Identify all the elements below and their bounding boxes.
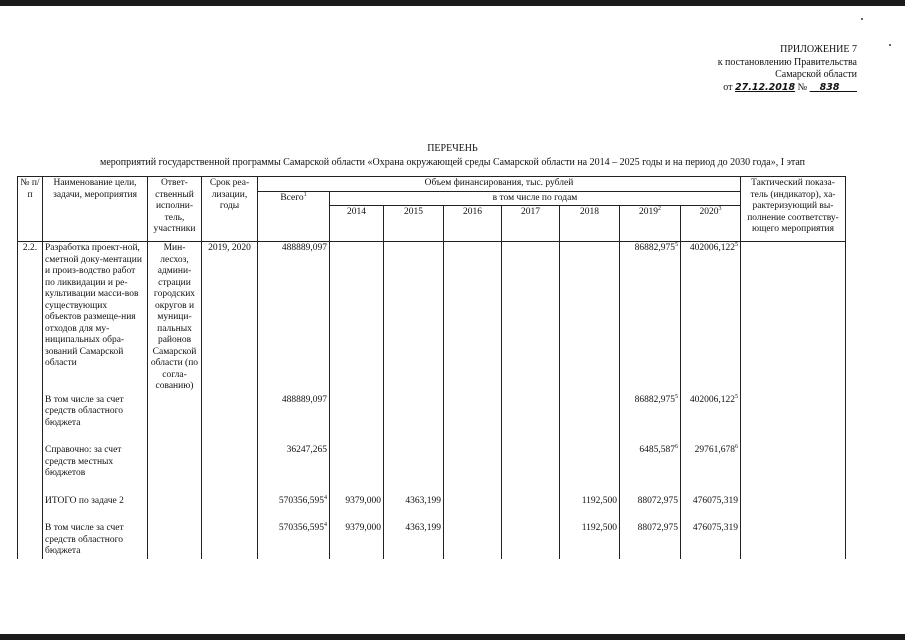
header-funding: Объем финансирования, тыс. рублей	[258, 177, 741, 192]
row-num: 2.2.	[18, 242, 43, 394]
cell-2014	[330, 394, 384, 431]
row-name: В том числе за счет средств областного бюджета	[43, 394, 148, 431]
cell-2017	[502, 394, 560, 431]
cell-2018	[560, 242, 620, 394]
cell-2017	[502, 242, 560, 394]
cell-total: 570356,595$^4$	[258, 522, 330, 559]
number-label: №	[797, 81, 808, 93]
cell-2020: 476075,319	[681, 495, 741, 509]
handwritten-date: 27.12.2018	[735, 81, 796, 93]
appendix-date-line	[718, 82, 857, 95]
header-year-2014: 2014	[330, 206, 384, 242]
appendix-title: ПРИЛОЖЕНИЕ 7	[780, 44, 857, 55]
cell-2019: 86882,975$^5$	[620, 394, 681, 431]
header-num: № п/п	[18, 177, 43, 242]
header-year-2018: 2018	[560, 206, 620, 242]
cell-2020: 402006,122$^5$	[681, 394, 741, 431]
cell-2014: 9379,000	[330, 495, 384, 509]
scan-bottom-border	[0, 634, 905, 640]
row-name: Разработка проект-ной, сметной доку-ментации и произ-водство работ по ликвидации и ре-культивации масси-вов существующих объектов размеще-ния отходов для му-ниципальных обра-зований Самарской области	[43, 242, 148, 394]
row-name: В том числе за счет средств областного бюджета	[43, 522, 148, 559]
table-row	[18, 394, 846, 431]
cell-2015: 4363,199	[384, 522, 444, 559]
header-by-years: в том числе по годам	[330, 191, 741, 206]
cell-indicator	[741, 242, 846, 394]
appendix-block	[718, 44, 857, 94]
row-executor: Мин-лесхоз, админи-страции городских округов и муници-пальных районов Самарской области (по согла-сованию)	[148, 242, 202, 394]
cell-2016	[444, 522, 502, 559]
header-year-2016: 2016	[444, 206, 502, 242]
header-total: Всего$^1$	[258, 191, 330, 242]
table-row	[18, 242, 846, 394]
handwritten-number: 838	[819, 81, 840, 93]
cell-2016	[444, 495, 502, 509]
cell-total: 570356,595$^4$	[258, 495, 330, 509]
cell-2015	[384, 444, 444, 481]
cell-total: 488889,097	[258, 394, 330, 431]
cell-2020: 29761,678$^6$	[681, 444, 741, 481]
header-year-2017: 2017	[502, 206, 560, 242]
cell-2015	[384, 394, 444, 431]
header-year-2019: 2019$^2$	[620, 206, 681, 242]
appendix-line-1: к постановлению Правительства	[717, 56, 857, 68]
row-period: 2019, 2020	[202, 242, 258, 394]
cell-2016	[444, 242, 502, 394]
header-year-2015: 2015	[384, 206, 444, 242]
row-name: ИТОГО по задаче 2	[43, 495, 148, 509]
cell-2019: 6485,587$^6$	[620, 444, 681, 481]
header-year-2020: 2020$^3$	[681, 206, 741, 242]
header-indicator: Тактический показа-тель (индикатор), ха-рактеризующий вы-полнение соответству-ющего мероприятия	[741, 177, 846, 242]
header-name: Наименование цели, задачи, мероприятия	[43, 177, 148, 242]
header-executor: Ответ-ственный исполни-тель, участники	[148, 177, 202, 242]
cell-2017	[502, 495, 560, 509]
cell-2014	[330, 444, 384, 481]
number-underline	[810, 82, 857, 93]
cell-2018	[560, 394, 620, 431]
table-row	[18, 522, 846, 559]
document-title: ПЕРЕЧЕНЬ	[427, 143, 478, 154]
scan-speck	[889, 44, 891, 46]
cell-2018: 1192,500	[560, 495, 620, 509]
cell-2016	[444, 444, 502, 481]
cell-2019: 88072,975	[620, 495, 681, 509]
document-subtitle: мероприятий государственной программы Самарской области «Охрана окружающей среды Самарской области на 2014 – 2025 годы и на период до 2030 года», I этап	[99, 157, 806, 168]
cell-2014	[330, 242, 384, 394]
table-row	[18, 495, 846, 509]
cell-2014: 9379,000	[330, 522, 384, 559]
cell-2017	[502, 522, 560, 559]
cell-2018	[560, 444, 620, 481]
cell-2016	[444, 394, 502, 431]
cell-2018: 1192,500	[560, 522, 620, 559]
cell-total: 488889,097	[258, 242, 330, 394]
measures-table	[17, 176, 846, 559]
cell-total: 36247,265	[258, 444, 330, 481]
cell-2020: 402006,122$^5$	[681, 242, 741, 394]
cell-2020: 476075,319	[681, 522, 741, 559]
row-name: Справочно: за счет средств местных бюджетов	[43, 444, 148, 481]
from-label: от	[723, 81, 733, 93]
scan-top-border	[0, 0, 905, 6]
scan-speck	[861, 18, 863, 20]
cell-2019: 86882,975$^5$	[620, 242, 681, 394]
cell-2017	[502, 444, 560, 481]
appendix-line-2: Самарской области	[775, 69, 857, 80]
cell-2019: 88072,975	[620, 522, 681, 559]
cell-2015: 4363,199	[384, 495, 444, 509]
cell-2015	[384, 242, 444, 394]
table-row	[18, 444, 846, 481]
header-period: Срок реа-лизации, годы	[202, 177, 258, 242]
